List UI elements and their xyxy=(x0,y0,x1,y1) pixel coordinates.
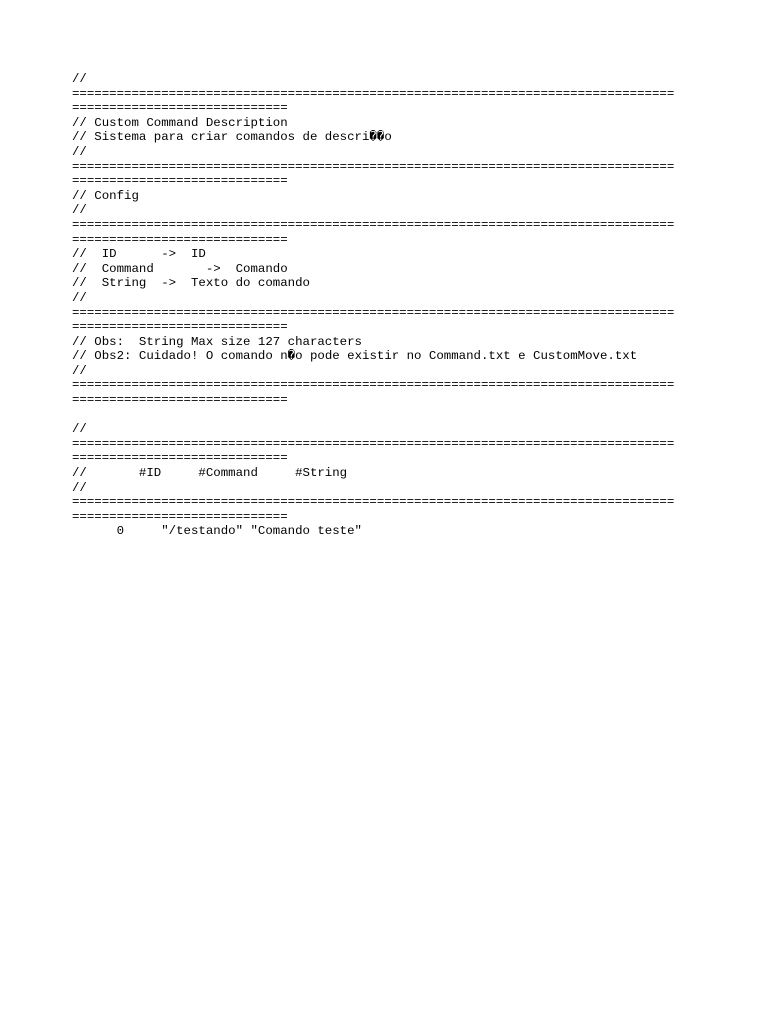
header-title-line: // Custom Command Description xyxy=(72,115,288,130)
separator-line: ================================================================================= xyxy=(72,436,675,451)
blank-line xyxy=(72,408,712,423)
separator-line: ================================================================================= xyxy=(72,159,675,174)
column-header-line: // #ID #Command #String xyxy=(72,466,348,481)
comment-line: // xyxy=(72,72,87,86)
separator-line: ============================= xyxy=(72,232,288,247)
comment-line: // xyxy=(72,480,87,495)
separator-line: ============================= xyxy=(72,451,288,466)
obs-line: // Obs: String Max size 127 characters xyxy=(72,334,362,349)
comment-line: // xyxy=(72,203,87,218)
data-row-line: 0 "/testando" "Comando teste" xyxy=(72,524,362,539)
separator-line: ============================= xyxy=(72,393,288,408)
separator-line: ================================================================================= xyxy=(72,217,675,232)
separator-line: ================================================================================= xyxy=(72,305,675,320)
separator-line: ============================= xyxy=(72,101,288,116)
comment-line: // xyxy=(72,422,87,437)
header-subtitle-line: // Sistema para criar comandos de descri��o xyxy=(72,130,392,145)
comment-line: // xyxy=(72,144,87,159)
separator-line: ============================= xyxy=(72,174,288,189)
config-command-line: // Command -> Comando xyxy=(72,261,288,276)
comment-line: // xyxy=(72,290,87,305)
separator-line: ================================================================================= xyxy=(72,378,675,393)
comment-line: // xyxy=(72,363,87,378)
config-heading-line: // Config xyxy=(72,188,139,203)
separator-line: ================================================================================= xyxy=(72,495,675,510)
config-id-line: // ID -> ID xyxy=(72,247,206,262)
document-page xyxy=(72,72,712,539)
separator-line: ============================= xyxy=(72,509,288,524)
config-string-line: // String -> Texto do comando xyxy=(72,276,310,291)
separator-line: ================================================================================= xyxy=(72,86,675,101)
obs2-line: // Obs2: Cuidado! O comando n�o pode existir no Command.txt e CustomMove.txt xyxy=(72,349,638,364)
separator-line: ============================= xyxy=(72,320,288,335)
